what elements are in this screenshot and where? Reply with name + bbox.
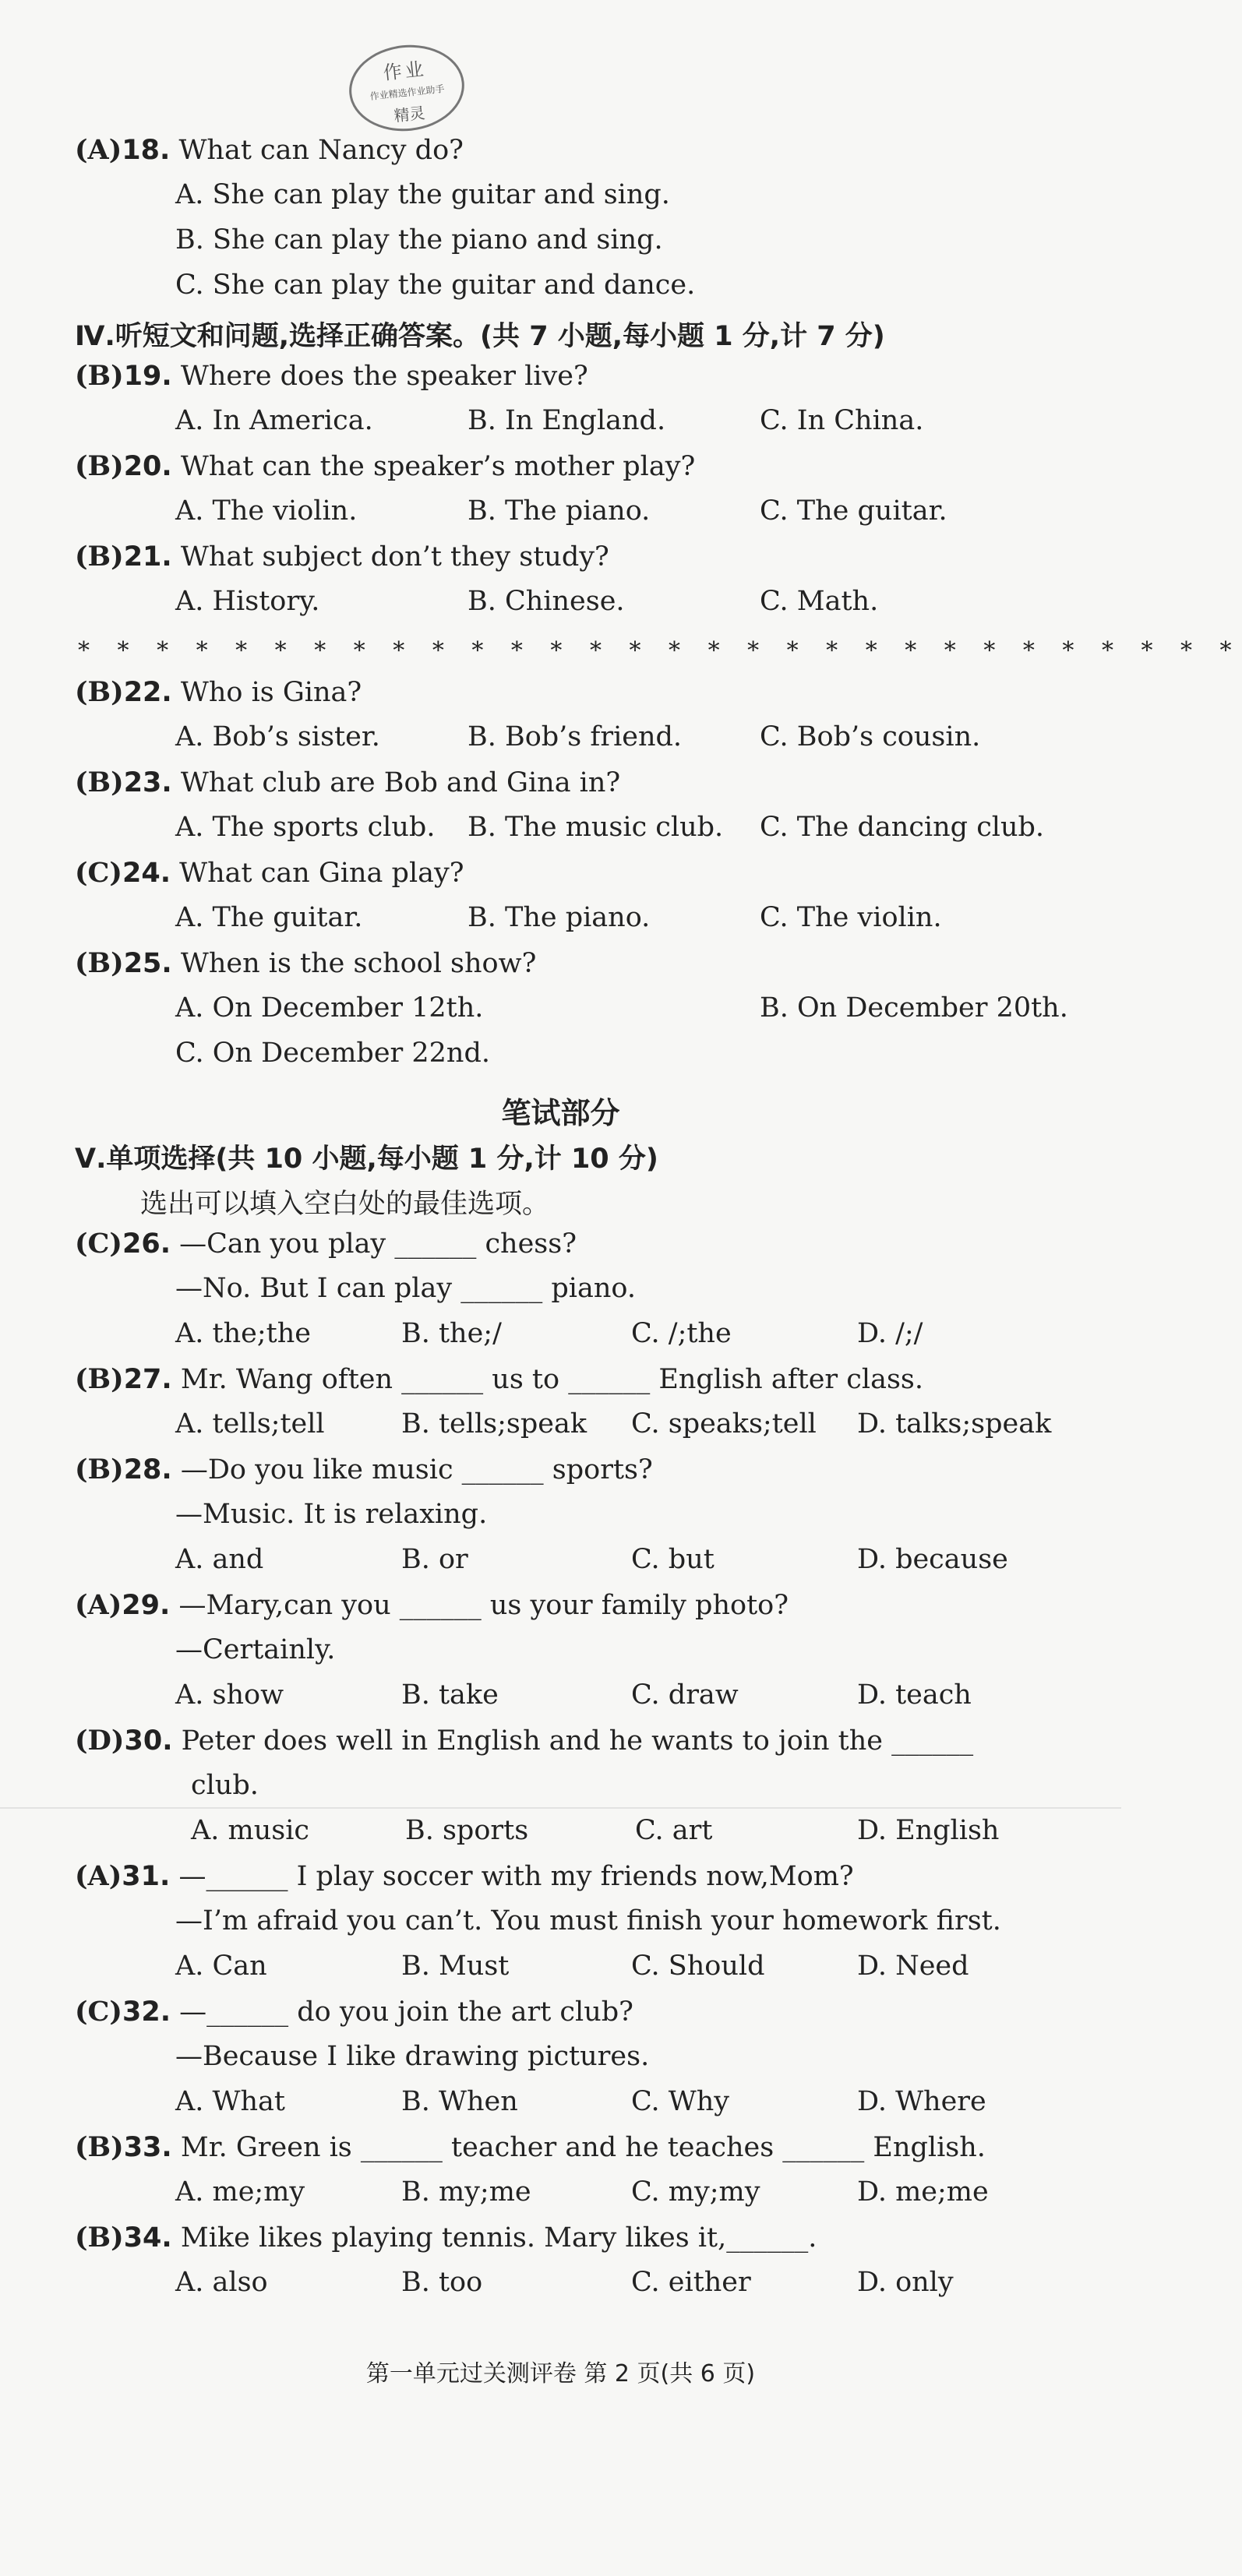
option-a: A. Bob’s sister. [175, 721, 380, 752]
question-number: 18. [122, 135, 171, 166]
option-a: A. show [175, 1679, 284, 1711]
question-27 [75, 1363, 923, 1395]
question-33 [75, 2131, 986, 2163]
question-number: 29. [122, 1590, 171, 1621]
option-a: A. In America. [175, 405, 373, 436]
option-c: C. Bob’s cousin. [760, 721, 981, 752]
question-text: What can Nancy do? [178, 135, 464, 166]
question-24 [75, 857, 464, 889]
section-5-instruction: 选出可以填入空白处的最佳选项。 [140, 1189, 550, 1220]
option-a: A. The sports club. [175, 812, 436, 843]
option-a: A. tells;tell [175, 1408, 325, 1440]
question-number: 32. [122, 1996, 171, 2028]
question-number: 22. [123, 677, 172, 708]
question-text: What can the speaker’s mother play? [180, 451, 696, 482]
question-number: 26. [122, 1228, 171, 1260]
option-a: A. The guitar. [175, 902, 363, 933]
option-b: B. The piano. [468, 902, 651, 933]
answer-mark: (A) [75, 1860, 122, 1892]
section-4-heading: Ⅳ.听短文和问题,选择正确答案。(共 7 小题,每小题 1 分,计 7 分) [75, 321, 885, 352]
question-32 [75, 1996, 633, 2028]
option-a: A. Can [175, 1951, 267, 1982]
question-28 [75, 1454, 653, 1485]
answer-mark: (B) [75, 947, 124, 979]
option-d: D. English [857, 1815, 1000, 1846]
question-number: 25. [123, 948, 172, 979]
option-a: A. me;my [175, 2176, 305, 2208]
question-number: 23. [123, 767, 172, 798]
question-text-line2: —Music. It is relaxing. [175, 1499, 488, 1530]
option-b: B. When [401, 2086, 518, 2117]
option-a: A. On December 12th. [175, 992, 484, 1024]
option-a: A. The violin. [175, 495, 358, 527]
question-text: Mike likes playing tennis. Mary likes it,______. [180, 2222, 817, 2254]
question-text: Mr. Green is ______ teacher and he teaches ______ English. [180, 2132, 986, 2163]
option-b: B. my;me [401, 2176, 531, 2208]
option-c: C. either [631, 2267, 751, 2298]
option-d: D. me;me [857, 2176, 989, 2208]
option-b: B. too [401, 2267, 483, 2298]
question-text-line2: —I’m afraid you can’t. You must finish your homework first. [175, 1905, 1001, 1936]
option-c: C. On December 22nd. [175, 1038, 491, 1069]
option-b: B. take [401, 1679, 499, 1711]
option-b: B. Must [401, 1951, 510, 1982]
option-b: B. On December 20th. [760, 992, 1068, 1024]
answer-mark: (D) [75, 1725, 125, 1757]
question-number: 33. [123, 2132, 172, 2163]
question-text-line2: —Because I like drawing pictures. [175, 2041, 650, 2072]
option-c: C. Should [631, 1951, 765, 1982]
option-b: B. Chinese. [468, 586, 625, 617]
option-d: D. talks;speak [857, 1408, 1052, 1440]
option-a: A. What [175, 2086, 285, 2117]
option-b: B. In England. [468, 405, 666, 436]
option-b: B. The piano. [468, 495, 651, 527]
answer-mark: (B) [75, 450, 124, 482]
option-d: D. Where [857, 2086, 986, 2117]
question-30 [75, 1725, 973, 1757]
answer-mark: (A) [75, 134, 122, 166]
option-b: B. Bob’s friend. [468, 721, 683, 752]
answer-mark: (B) [75, 676, 124, 708]
question-text: —______ I play soccer with my friends now,Mom? [178, 1861, 854, 1892]
answer-mark: (A) [75, 1589, 122, 1621]
option-a: A. She can play the guitar and sing. [175, 179, 670, 210]
option-a: A. History. [175, 586, 320, 617]
option-b: B. the;/ [401, 1318, 502, 1349]
answer-mark: (B) [75, 360, 124, 392]
option-c: C. Math. [760, 586, 879, 617]
option-d: D. only [857, 2267, 954, 2298]
option-b: B. tells;speak [401, 1408, 587, 1440]
option-a: A. music [191, 1815, 310, 1846]
option-c: C. She can play the guitar and dance. [175, 270, 696, 301]
option-a: A. the;the [175, 1318, 311, 1349]
question-number: 34. [123, 2222, 172, 2254]
question-23 [75, 766, 620, 798]
option-a: A. also [175, 2267, 268, 2298]
question-text: —Can you play ______ chess? [179, 1228, 577, 1260]
option-b: B. sports [405, 1815, 529, 1846]
option-c: C. Why [631, 2086, 730, 2117]
page-footer: 第一单元过关测评卷 第 2 页(共 6 页) [365, 2360, 756, 2387]
question-number: 20. [123, 451, 172, 482]
question-number: 27. [123, 1364, 172, 1395]
question-text: —______ do you join the art club? [179, 1996, 633, 2028]
section-5-heading: Ⅴ.单项选择(共 10 小题,每小题 1 分,计 10 分) [75, 1144, 658, 1175]
question-text: What can Gina play? [179, 858, 464, 889]
answer-mark: (B) [75, 1454, 124, 1485]
question-text: —Mary,can you ______ us your family photo? [178, 1590, 789, 1621]
question-31 [75, 1860, 854, 1892]
option-c: C. speaks;tell [631, 1408, 817, 1440]
option-a: A. and [175, 1544, 264, 1575]
question-text: Mr. Wang often ______ us to ______ English after class. [180, 1364, 923, 1395]
answer-mark: (B) [75, 766, 124, 798]
option-b: B. She can play the piano and sing. [175, 224, 663, 255]
question-26 [75, 1228, 577, 1260]
option-d: D. Need [857, 1951, 969, 1982]
question-34 [75, 2222, 817, 2254]
question-text: Peter does well in English and he wants to join the ______ [181, 1725, 974, 1757]
question-21 [75, 541, 609, 573]
question-25 [75, 947, 536, 979]
separator: * * * * * * * * * * * * * * * * * * * * * * * * * * * * * * [78, 637, 1242, 664]
written-part-title: 笔试部分 [501, 1096, 620, 1130]
option-d: D. /;/ [857, 1318, 923, 1349]
question-number: 24. [122, 858, 171, 889]
question-22 [75, 676, 362, 708]
option-b: B. or [401, 1544, 468, 1575]
question-29 [75, 1589, 789, 1621]
option-c: C. but [631, 1544, 715, 1575]
question-text-line2: —Certainly. [175, 1634, 336, 1665]
question-20 [75, 450, 695, 482]
question-number: 21. [123, 541, 172, 573]
question-19 [75, 360, 588, 392]
option-c: C. my;my [631, 2176, 760, 2208]
question-number: 19. [123, 361, 172, 392]
option-c: C. art [635, 1815, 713, 1846]
question-text: Where does the speaker live? [180, 361, 588, 392]
question-text-line2: club. [191, 1770, 259, 1801]
option-d: D. because [857, 1544, 1008, 1575]
question-text-line2: —No. But I can play ______ piano. [175, 1273, 636, 1304]
option-c: C. The violin. [760, 902, 942, 933]
option-b: B. The music club. [468, 812, 724, 843]
question-text: What club are Bob and Gina in? [180, 767, 621, 798]
option-c: C. The guitar. [760, 495, 947, 527]
question-18 [75, 134, 464, 166]
question-text: What subject don’t they study? [180, 541, 609, 573]
question-number: 28. [123, 1454, 172, 1485]
question-number: 31. [122, 1861, 171, 1892]
option-c: C. In China. [760, 405, 924, 436]
option-d: D. teach [857, 1679, 972, 1711]
answer-mark: (C) [75, 857, 122, 889]
option-c: C. /;the [631, 1318, 732, 1349]
answer-mark: (B) [75, 541, 124, 573]
page-fold-line [0, 1807, 1121, 1809]
option-c: C. draw [631, 1679, 739, 1711]
question-number: 30. [124, 1725, 173, 1757]
answer-mark: (C) [75, 1996, 122, 2028]
answer-mark: (B) [75, 1363, 124, 1395]
question-text: When is the school show? [180, 948, 537, 979]
question-text: —Do you like music ______ sports? [180, 1454, 653, 1485]
homework-stamp: 作业 作业精选作业助手 精灵 [345, 40, 469, 137]
answer-mark: (B) [75, 2131, 124, 2163]
answer-mark: (C) [75, 1228, 122, 1260]
answer-mark: (B) [75, 2222, 124, 2254]
question-text: Who is Gina? [180, 677, 362, 708]
option-c: C. The dancing club. [760, 812, 1045, 843]
